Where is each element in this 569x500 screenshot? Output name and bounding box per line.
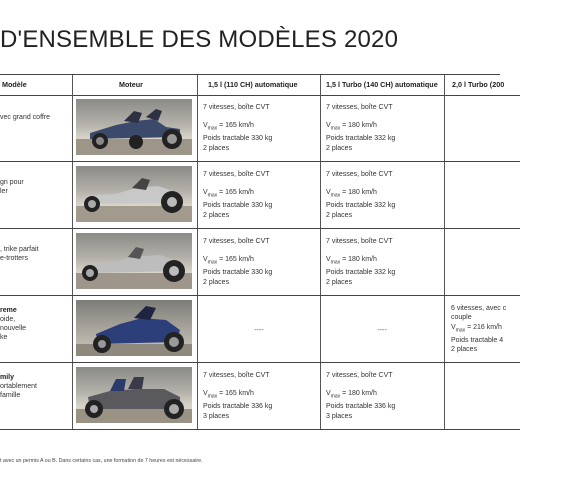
- spec-towing: Poids tractable 332 kg: [326, 202, 396, 210]
- spec-vmax: $V_{max} = 165$ km/h: [203, 390, 254, 400]
- model-cell: [0, 101, 70, 122]
- spec-transmission: 7 vitesses, boîte CVT: [203, 171, 270, 178]
- model-cell: [0, 235, 70, 263]
- spec-transmission: 6 vitesses, avec c: [451, 305, 507, 312]
- spec-places: 2 places: [326, 278, 353, 286]
- models-table: [0, 74, 507, 429]
- spec-140: [326, 170, 444, 220]
- spec-transmission: 7 vitesses, boîte CVT: [326, 372, 393, 379]
- spec-vmax: $V_{max} = 180$ km/h: [326, 189, 377, 199]
- spec-places: 2 places: [203, 144, 230, 152]
- header-engine: Moteur: [119, 80, 143, 89]
- table-row: [0, 95, 520, 162]
- spec-towing: Poids tractable 330 kg: [203, 202, 273, 210]
- table-row: [0, 162, 520, 229]
- table-row: [0, 229, 520, 296]
- trike-photo: [76, 166, 192, 222]
- header-engine-200: 2,0 l Turbo (200: [452, 80, 505, 89]
- spec-vmax: $V_{max} = 180$ km/h: [326, 256, 377, 266]
- spec-110: [203, 371, 321, 421]
- spec-towing: Poids tractable 4: [451, 336, 504, 344]
- spec-vmax: $V_{max} = 180$ km/h: [326, 390, 377, 400]
- spec-transmission: 7 vitesses, boîte CVT: [326, 238, 393, 245]
- footnote: t avec un permis A ou B. Dans certains cas, une formation de 7 heures est nécessaire.: [0, 458, 203, 464]
- model-description: , trike parfait e-trotters: [0, 246, 39, 262]
- spec-places: 2 places: [451, 346, 478, 354]
- spec-110: [203, 103, 321, 153]
- spec-towing: Poids tractable 330 kg: [203, 135, 273, 143]
- spec-places: 3 places: [326, 412, 353, 420]
- table-header: [0, 75, 520, 96]
- spec-transmission-cont: couple: [451, 314, 472, 322]
- model-description: ortablement famille: [0, 383, 37, 399]
- spec-transmission: 7 vitesses, boîte CVT: [326, 104, 393, 111]
- spec-towing: Poids tractable 332 kg: [326, 269, 396, 277]
- model-description: vec grand coffre: [0, 114, 51, 121]
- header-engine-140: 1,5 l Turbo (140 CH) automatique: [326, 80, 438, 89]
- spec-transmission: 7 vitesses, boîte CVT: [203, 372, 270, 379]
- header-engine-110: 1,5 l (110 CH) automatique: [208, 80, 298, 89]
- spec-140: [326, 237, 444, 287]
- trike-photo: [76, 300, 192, 356]
- model-name: reme: [0, 307, 17, 314]
- spec-140: [326, 103, 444, 153]
- trike-photo: [76, 99, 192, 155]
- spec-places: 2 places: [326, 211, 353, 219]
- spec-unavailable: ----: [254, 327, 264, 334]
- trike-photo: [76, 367, 192, 423]
- spec-vmax: $V_{max} = 216$ km/h: [451, 323, 502, 334]
- spec-unavailable: ----: [377, 327, 387, 334]
- table-row: [0, 296, 520, 363]
- spec-places: 3 places: [203, 412, 230, 420]
- spec-places: 2 places: [326, 144, 353, 152]
- spec-towing: Poids tractable 336 kg: [203, 403, 273, 411]
- spec-110: [203, 170, 321, 220]
- model-description: gn pour ler: [0, 179, 24, 195]
- spec-towing: Poids tractable 330 kg: [203, 269, 273, 277]
- spec-places: 2 places: [203, 278, 230, 286]
- model-name: mily: [0, 374, 15, 381]
- spec-towing: Poids tractable 332 kg: [326, 135, 396, 143]
- spec-vmax: $V_{max} = 180$ km/h: [326, 122, 377, 132]
- model-cell: [0, 302, 70, 342]
- header-model: Modèle: [2, 80, 27, 89]
- model-cell: [0, 369, 70, 400]
- model-cell: [0, 168, 70, 196]
- model-description: oide, nouvelle ke: [0, 316, 27, 341]
- spec-vmax: $V_{max} = 165$ km/h: [203, 122, 254, 132]
- spec-110: [203, 237, 321, 287]
- spec-towing: Poids tractable 336 kg: [326, 403, 396, 411]
- spec-vmax: $V_{max} = 165$ km/h: [203, 256, 254, 266]
- table-row: [0, 363, 520, 430]
- spec-places: 2 places: [203, 211, 230, 219]
- spec-transmission: 7 vitesses, boîte CVT: [326, 171, 393, 178]
- page-title: D'ENSEMBLE DES MODÈLES 2020: [0, 26, 399, 53]
- spec-140: [326, 371, 444, 421]
- spec-200: [451, 304, 569, 354]
- trike-photo: [76, 233, 192, 289]
- spec-transmission: 7 vitesses, boîte CVT: [203, 104, 270, 111]
- spec-vmax: $V_{max} = 165$ km/h: [203, 189, 254, 199]
- spec-transmission: 7 vitesses, boîte CVT: [203, 238, 270, 245]
